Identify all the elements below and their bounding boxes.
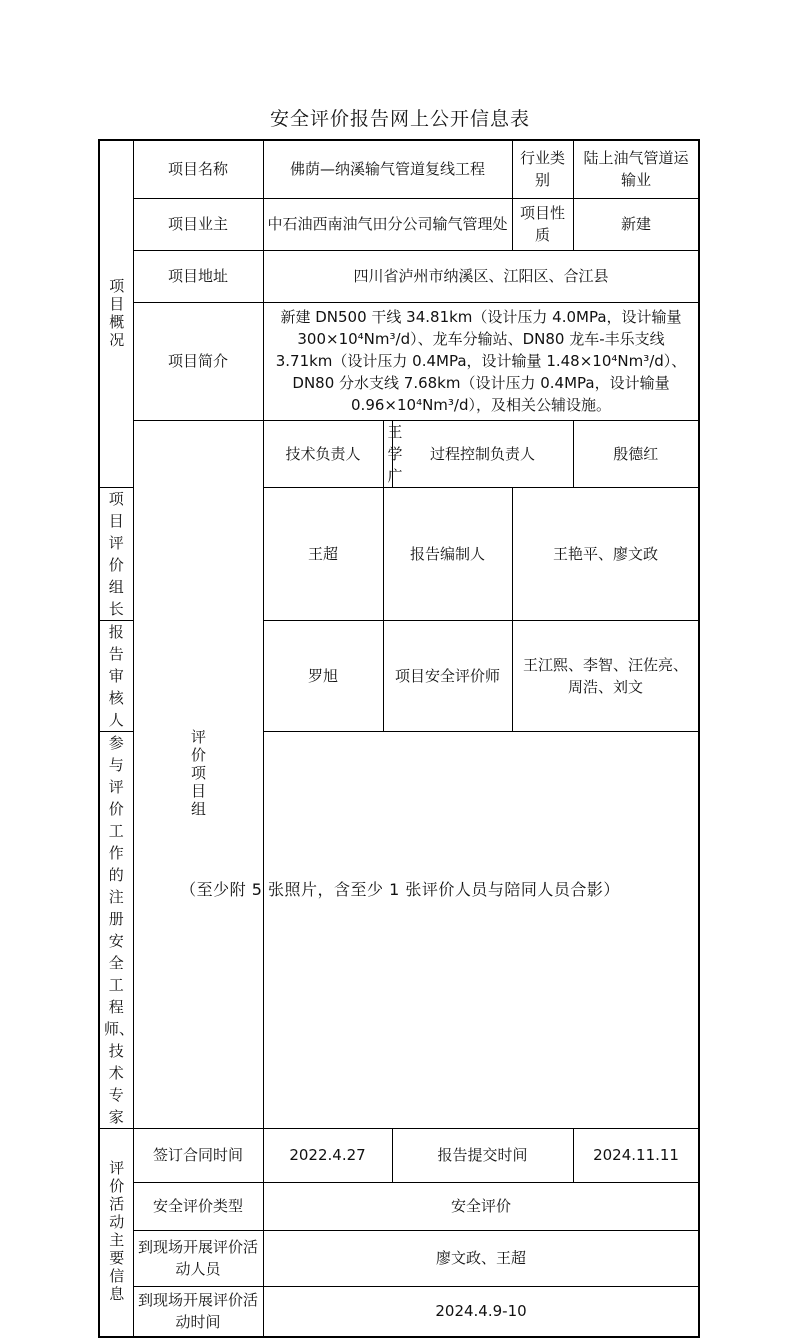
tech-lead-label: 技术负责人 — [263, 420, 383, 487]
contract-date-value: 2022.4.27 — [263, 1128, 392, 1182]
assessor-value: 王江熙、李智、汪佐亮、周浩、刘文 — [512, 620, 699, 731]
owner-value: 中石油西南油气田分公司输气管理处 — [263, 198, 512, 250]
owner-label: 项目业主 — [133, 198, 263, 250]
experts-value — [263, 731, 699, 1128]
reviewer-label: 报告审核人 — [99, 620, 133, 731]
industry-label: 行业类别 — [512, 140, 573, 198]
submit-date-value: 2024.11.11 — [573, 1128, 699, 1182]
address-value: 四川省泸州市纳溪区、江阳区、合江县 — [263, 250, 699, 302]
industry-value: 陆上油气管道运输业 — [573, 140, 699, 198]
project-name-label: 项目名称 — [133, 140, 263, 198]
assessor-label: 项目安全评价师 — [383, 620, 512, 731]
page-title: 安全评价报告网上公开信息表 — [269, 108, 530, 130]
eval-type-label: 安全评价类型 — [133, 1182, 263, 1230]
section-activity-label: 评价活动主要信息 — [99, 1128, 133, 1337]
photo-requirement-note: （至少附 5 张照片，含至少 1 张评价人员与陪同人员合影） — [180, 880, 620, 899]
experts-label: 参与评价工作的注册安全工程师、技术专家 — [99, 731, 133, 1128]
process-lead-value: 殷德红 — [573, 420, 699, 487]
process-lead-label: 过程控制负责人 — [392, 420, 573, 487]
intro-value: 新建 DN500 干线 34.81km（设计压力 4.0MPa，设计输量 300×10⁴Nm³/d）、龙车分输站、DN80 龙车-丰乐支线 3.71km（设计压力 0.4MPa，设计输量 1.48×10⁴Nm³/d）、DN80 分水支线 7.68km（设计压力 0.4MPa，设计输量 0.96×10⁴Nm³/d），及相关公辅设施。 — [263, 302, 699, 420]
nature-value: 新建 — [573, 198, 699, 250]
reviewer-value: 罗旭 — [263, 620, 383, 731]
author-value: 王艳平、廖文政 — [512, 487, 699, 620]
intro-label: 项目简介 — [133, 302, 263, 420]
eval-type-value: 安全评价 — [263, 1182, 699, 1230]
tech-lead-value: 王学广 — [383, 420, 392, 487]
site-staff-value: 廖文政、王超 — [263, 1230, 699, 1286]
group-leader-value: 王超 — [263, 487, 383, 620]
site-time-value: 2024.4.9-10 — [263, 1286, 699, 1337]
project-name-value: 佛荫—纳溪输气管道复线工程 — [263, 140, 512, 198]
info-table — [98, 139, 700, 1338]
site-staff-label: 到现场开展评价活动人员 — [133, 1230, 263, 1286]
contract-date-label: 签订合同时间 — [133, 1128, 263, 1182]
nature-label: 项目性质 — [512, 198, 573, 250]
section-team-label: 评价项目组 — [133, 420, 263, 1128]
address-label: 项目地址 — [133, 250, 263, 302]
site-time-label: 到现场开展评价活动时间 — [133, 1286, 263, 1337]
author-label: 报告编制人 — [383, 487, 512, 620]
group-leader-label: 项目评价组长 — [99, 487, 133, 620]
submit-date-label: 报告提交时间 — [392, 1128, 573, 1182]
section-overview-label: 项目概况 — [99, 140, 133, 487]
